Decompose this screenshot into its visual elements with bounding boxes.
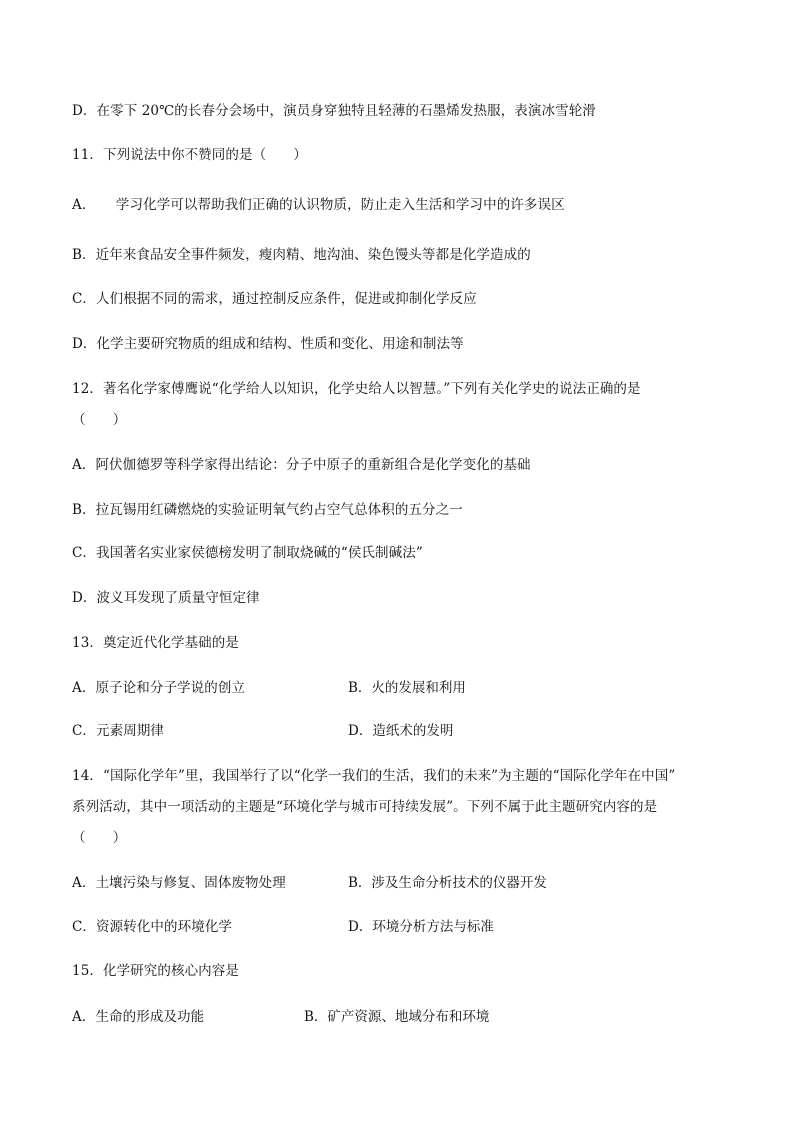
question-14-stem-line3: （ ） [72, 830, 127, 846]
question-11-stem: 11．下列说法中你不赞同的是（ ） [72, 147, 307, 163]
question-11-option-a: A． 学习化学可以帮助我们正确的认识物质，防止走入生活和学习中的许多误区 [72, 197, 565, 213]
question-11-option-d: D．化学主要研究物质的组成和结构、性质和变化、用途和制法等 [72, 336, 464, 352]
question-13-stem: 13．奠定近代化学基础的是 [72, 635, 239, 651]
question-11-option-c: C．人们根据不同的需求，通过控制反应条件，促进或抑制化学反应 [72, 291, 477, 307]
question-13-option-d: D．造纸术的发明 [348, 723, 454, 739]
question-15-stem: 15．化学研究的核心内容是 [72, 963, 239, 979]
question-14-stem-line1: 14．“国际化学年”里，我国举行了以“化学一我们的生活，我们的未来”为主题的“国际化学年在中国” [72, 768, 676, 784]
question-13-option-a: A．原子论和分子学说的创立 [72, 680, 246, 696]
question-12-stem-line1: 12．著名化学家傅鹰说“化学给人以知识，化学史给人以智慧。”下列有关化学史的说法正确的是 [72, 381, 641, 397]
question-15-option-b: B．矿产资源、地域分布和环境 [304, 1009, 490, 1025]
question-14-stem-line2: 系列活动，其中一项活动的主题是“环境化学与城市可持续发展”。下列不属于此主题研究内容的是 [72, 799, 658, 815]
question-10-option-d: D．在零下 20℃的长春分会场中，演员身穿独特且轻薄的石墨烯发热服，表演冰雪轮滑 [72, 103, 596, 119]
question-15-option-a: A．生命的形成及功能 [72, 1009, 205, 1025]
question-12-option-c: C．我国著名实业家侯德榜发明了制取烧碱的“侯氏制碱法” [72, 545, 423, 561]
question-12-option-a: A．阿伏伽德罗等科学家得出结论：分子中原子的重新组合是化学变化的基础 [72, 457, 531, 473]
question-13-option-c: C．元素周期律 [72, 723, 165, 739]
question-13-option-b: B．火的发展和利用 [348, 680, 466, 696]
question-12-stem-line2: （ ） [72, 412, 127, 428]
question-14-option-d: D．环境分析方法与标准 [348, 919, 494, 935]
question-14-option-a: A．土壤污染与修复、固体废物处理 [72, 875, 286, 891]
question-12-option-b: B．拉瓦锡用红磷燃烧的实验证明氧气约占空气总体积的五分之一 [72, 502, 463, 518]
question-14-option-c: C．资源转化中的环境化学 [72, 919, 233, 935]
question-12-option-d: D．波义耳发现了质量守恒定律 [72, 590, 260, 606]
question-11-option-b: B．近年来食品安全事件频发，瘦肉精、地沟油、染色馒头等都是化学造成的 [72, 247, 531, 263]
question-14-option-b: B．涉及生命分析技术的仪器开发 [348, 875, 547, 891]
